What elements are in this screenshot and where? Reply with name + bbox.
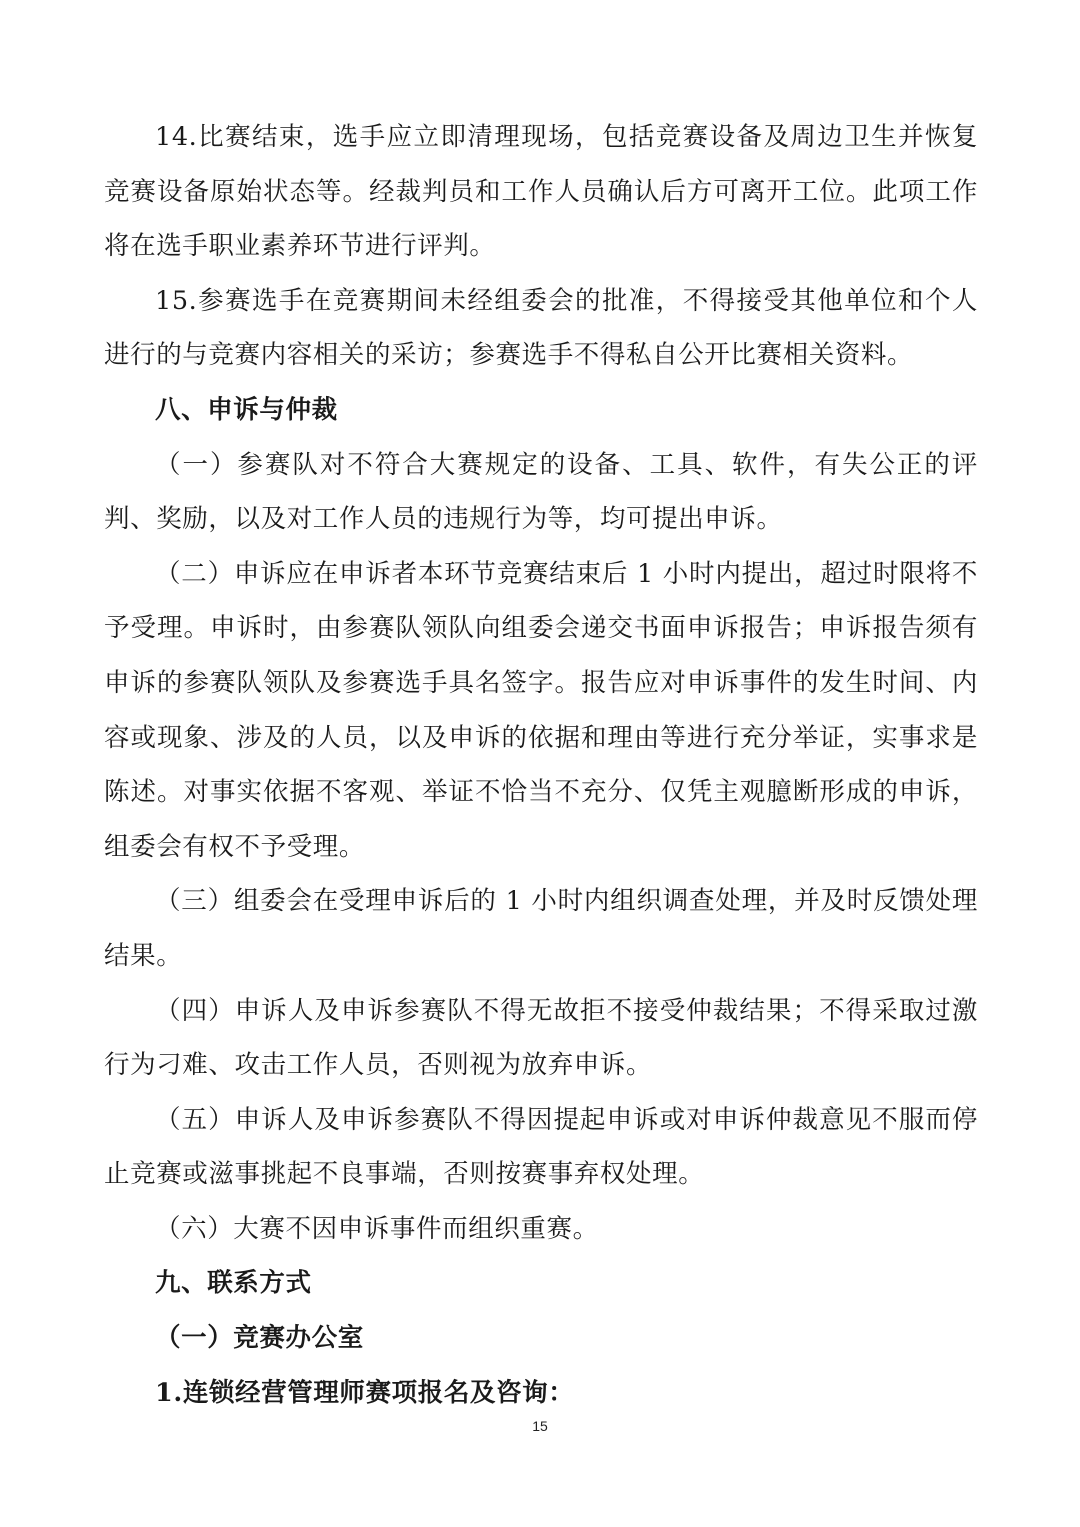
paragraph-appeal-1: （一）参赛队对不符合大赛规定的设备、工具、软件，有失公正的评判、奖励，以及对工作人员的违规行为等，均可提出申诉。: [104, 449, 978, 535]
paragraph-appeal-6: （六）大赛不因申诉事件而组织重赛。: [155, 1213, 599, 1244]
paragraph-appeal-2: （二）申诉应在申诉者本环节竞赛结束后 1 小时内提出，超过时限将不予受理。申诉时，由参赛队领队向组委会递交书面申诉报告；申诉报告须有申诉的参赛队领队及参赛选手具名签字。报告应对申诉事件的发生时间、内容或现象、涉及的人员，以及申诉的依据和理由等进行充分举证，实事求是陈述。对事实依据不客观、举证不恰当不充分、仅凭主观臆断形成的申诉，组委会有权不予受理。: [104, 558, 978, 862]
page-number: 15: [532, 1418, 548, 1434]
paragraph-appeal-4: （四）申诉人及申诉参赛队不得无故拒不接受仲裁结果；不得采取过激行为刁难、攻击工作人员，否则视为放弃申诉。: [104, 995, 978, 1081]
subheading-registration-inquiry: 1.连锁经营管理师赛项报名及咨询：: [155, 1377, 575, 1408]
document-body: [104, 110, 978, 1420]
subheading-competition-office: （一）竞赛办公室: [155, 1323, 364, 1354]
paragraph-appeal-3: （三）组委会在受理申诉后的 1 小时内组织调查处理，并及时反馈处理结果。: [104, 886, 978, 971]
paragraph-appeal-5: （五）申诉人及申诉参赛队不得因提起申诉或对申诉仲裁意见不服而停止竞赛或滋事挑起不良事端，否则按赛事弃权处理。: [104, 1104, 978, 1190]
section-heading-contact: 九、联系方式: [155, 1268, 312, 1299]
section-heading-appeal-arbitration: 八、申诉与仲裁: [155, 394, 338, 425]
paragraph-15-interviews: 15.参赛选手在竞赛期间未经组委会的批准，不得接受其他单位和个人进行的与竞赛内容相关的采访；参赛选手不得私自公开比赛相关资料。: [104, 285, 978, 371]
paragraph-14-cleanup: 14.比赛结束，选手应立即清理现场，包括竞赛设备及周边卫生并恢复竞赛设备原始状态等。经裁判员和工作人员确认后方可离开工位。此项工作将在选手职业素养环节进行评判。: [104, 122, 978, 262]
